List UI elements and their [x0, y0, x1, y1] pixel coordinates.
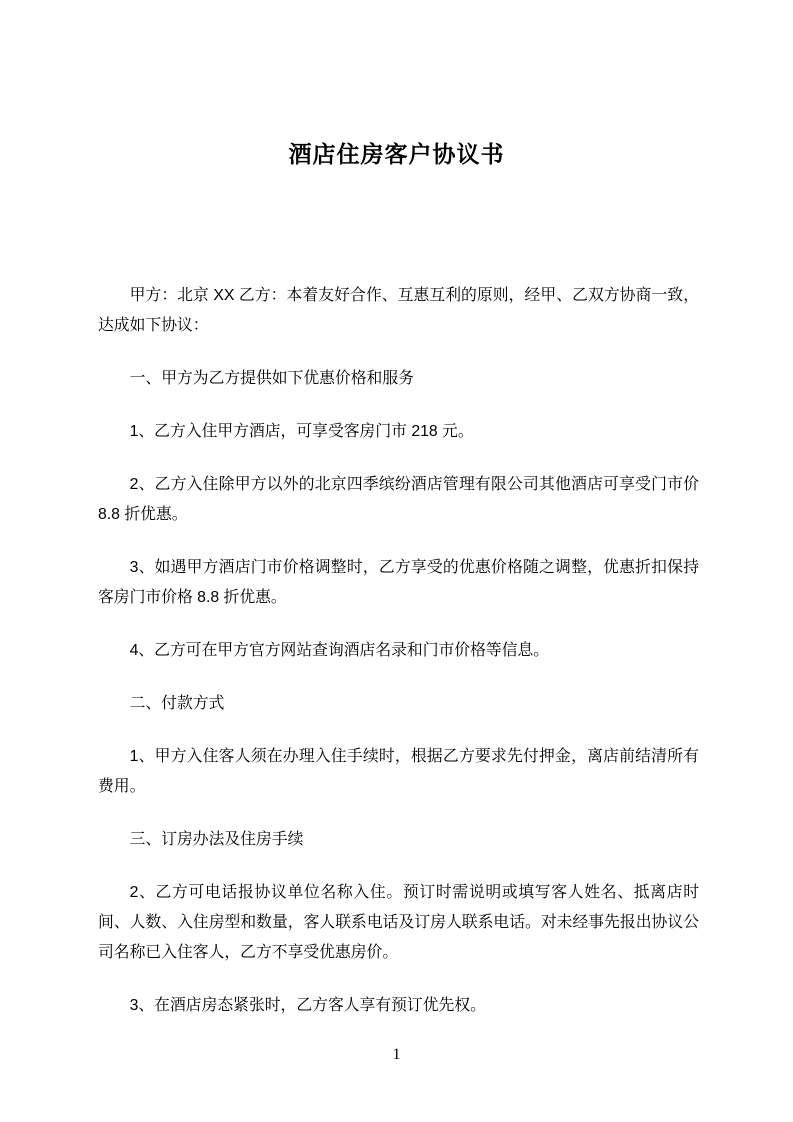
- page-number: 1: [392, 1046, 401, 1063]
- section-3-item-3: 3、在酒店房态紧张时，乙方客人享有预订优先权。: [129, 997, 486, 1014]
- section-1-item-4: 4、乙方可在甲方官方网站查询酒店名录和门市价格等信息。: [129, 642, 550, 659]
- document-title: 酒店住房客户协议书: [288, 141, 505, 167]
- section-1-item-1: 1、乙方入住甲方酒店，可享受客房门市 218 元。: [129, 423, 474, 440]
- section-3-heading: 三、订房办法及住房手续: [129, 831, 304, 848]
- section-1-heading: 一、甲方为乙方提供如下优惠价格和服务: [129, 370, 414, 387]
- section-3-item-2: 2、乙方可电话报协议单位名称入住。预订时需说明或填写客人姓名、抵离店时间、人数、入住房型和数量，客人联系电话及订房人联系电话。对未经事先报出协议公司名称已入住客人，乙方不享受优惠房价。: [98, 884, 699, 961]
- document-body: [98, 281, 699, 1044]
- section-2-item-1: 1、甲方入住客人须在办理入住手续时，根据乙方要求先付押金，离店前结清所有费用。: [98, 748, 699, 795]
- section-1-item-2: 2、乙方入住除甲方以外的北京四季缤纷酒店管理有限公司其他酒店可享受门市价 8.8 折优惠。: [98, 476, 699, 523]
- section-2-heading: 二、付款方式: [129, 695, 225, 712]
- paragraph-intro: 甲方：北京 XX 乙方：本着友好合作、互惠互利的原则，经甲、乙双方协商一致，达成如下协议：: [98, 287, 699, 334]
- section-1-item-3: 3、如遇甲方酒店门市价格调整时，乙方享受的优惠价格随之调整，优惠折扣保持客房门市价格 8.8 折优惠。: [98, 559, 699, 606]
